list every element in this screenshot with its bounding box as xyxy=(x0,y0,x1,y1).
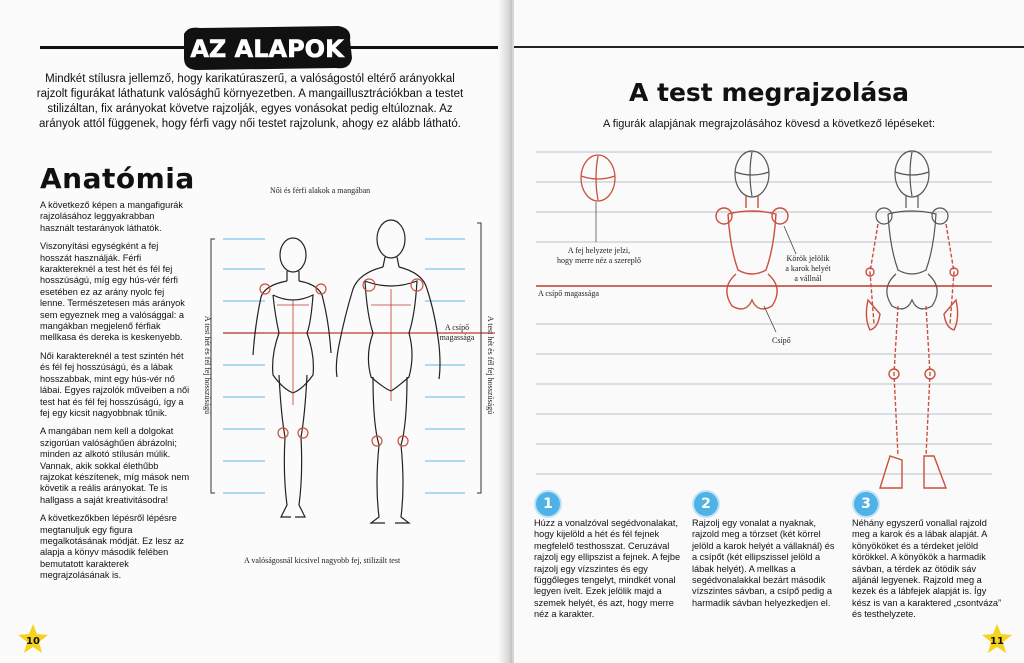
step-text: Húzz a vonalzóval segédvonalakat, hogy kijelöld a hét és fél fejnek megfelelő testhosszat. Ceruzával rajzolj egy ellipszist a fejnek. A fejbe rajzolj egy vízszintes és egy függőleges tengelyt, mindkét vonal legyen ívelt. Ezek jelölik majd a szemek helyét, és azt, hogy merre néz a karakter. xyxy=(534,518,681,620)
paragraph: A következőkben lépésről lépésre megtanuljuk egy figura megalkotásának módját. Ez lesz az alapja a könyv második felében bemutatott karakterek megrajzolásának is. xyxy=(40,513,185,581)
annotation-line: A fej helyzete jelzi, xyxy=(567,246,631,255)
step-text: Néhány egyszerű vonallal rajzold meg a karok és a lábak alapját. A könyököket és a térdeket jelöld körökkel. A könyökök a harmadik sávban, a térdek az ötödik sáv aljánál legyenek. Rajzold meg a kezek és a lábfejek alapját is. Így kész is van a karaktered „csontváza” és testhelyzete. xyxy=(852,518,1002,620)
left-page xyxy=(0,0,510,663)
hip-label-line: magassága xyxy=(439,333,475,342)
annotation-line: a karok helyét xyxy=(785,264,831,273)
annotation-line: hogy merre néz a szereplő xyxy=(557,256,641,265)
drawing-steps-figure xyxy=(514,138,1024,498)
step2-head xyxy=(735,151,769,197)
step2-torso xyxy=(716,196,788,309)
section-heading-anatomy: Anatómia xyxy=(40,162,195,195)
figure-caption-bottom: A valóságosnál kicsivel nagyobb fej, stilizált test xyxy=(244,556,401,565)
annotation-line: Körök jelölik xyxy=(786,254,830,263)
guide-lines xyxy=(223,239,465,493)
page-number: 11 xyxy=(990,636,1004,647)
right-page xyxy=(514,0,1024,663)
step-text: Rajzolj egy vonalat a nyaknak, rajzold meg a törzset (két körrel jelöld a karok helyét a vállaknál) és a csípőt (két ellipszissel jelöld a lábak helyét). A mellkas a segédvonalakkal bezárt második vízszintes sávban, a csípő pedig a harmadik sávban helyezkedjen el. xyxy=(692,518,835,608)
side-label-right: A test hét és fél fej hosszúságú xyxy=(486,315,495,415)
female-figure xyxy=(253,238,331,517)
page-number-badge xyxy=(18,624,48,654)
hip-label xyxy=(437,323,477,343)
step1-head xyxy=(581,155,615,201)
paragraph: Női karaktereknél a test szintén hét és fél fej hosszúságú, és a lábak hosszabbak, mint egy hús-vér nő lábai. Egyes rajzolók műveiben a női test hat és fél fej hosszúságú, így a fej egy kicsit nagyobbnak tűnik. xyxy=(40,350,190,418)
page-number-badge xyxy=(982,624,1012,654)
banner-title xyxy=(178,24,356,72)
intro-paragraph: Mindkét stílusra jellemző, hogy karikatúraszerű, a valóságostól eltérő arányokkal rajzolt figurákat láthatunk valósághű környezetben. A mangaillusztrációkban a testet stilizáltan, fix arányokat követve rajzolják, egyes vonásokat pedig eltúloznak. Az arányok attól függenek, hogy férfi vagy női testet rajzolunk, ahogy ez alább látható. xyxy=(36,73,464,130)
paragraph: Viszonyítási egységként a fej hosszát használják. Férfi karaktereknél a test hét és fél fej hosszúságú, míg egy hús-vér férfi esetében ez az arány nyolc fej lenne. Természetesen más arányok sem egyeznek meg a valósággal: a mangákban megjelenő férfiak mellkasa és dereka is keskenyebb. xyxy=(40,241,185,343)
paragraph: A következő képen a mangafigurák rajzolásához leggyakrabban használt testarányok láthatók. xyxy=(40,200,184,233)
step-2-text xyxy=(692,518,842,609)
step-2-badge: 2 xyxy=(694,492,718,516)
step-1-text xyxy=(534,518,684,621)
section-heading-drawing: A test megrajzolása xyxy=(628,78,910,107)
step3-head-torso xyxy=(876,151,948,309)
guide-lines xyxy=(536,152,992,474)
proportion-figure xyxy=(195,205,500,565)
step3-limbs xyxy=(866,224,958,488)
top-rule xyxy=(514,46,1024,48)
section-subtitle: A figurák alapjának megrajzolásához kövesd a következő lépéseket: xyxy=(602,118,936,130)
hip-label-line: A csípő xyxy=(444,323,470,332)
step-3-text xyxy=(852,518,1002,621)
annotation-head-position xyxy=(544,246,654,266)
annotation-hip: Csípő xyxy=(772,336,791,345)
paragraph: A mangában nem kell a dolgokat szigorúan valósághűen ábrázolni; minden az alkotó stílusán múlik. Vannak, akik sokkal élethűbb rajzokat készítenek, míg mások nem követik a reális arányokat. Te is hallgass a saját kreativitásodra! xyxy=(40,426,190,505)
step-3-badge: 3 xyxy=(854,492,878,516)
step-1-badge: 1 xyxy=(536,492,560,516)
male-figure xyxy=(336,220,440,523)
side-label-left: A test hét és fél fej hosszúságú xyxy=(203,315,212,415)
annotation-hip-height: A csípő magassága xyxy=(538,289,599,298)
anatomy-body xyxy=(40,200,190,589)
annotation-line: a vállnál xyxy=(794,274,822,283)
banner-title-text: AZ ALAPOK xyxy=(190,35,344,63)
figure-caption-top: Női és férfi alakok a mangában xyxy=(270,186,371,195)
page-number: 10 xyxy=(26,636,40,647)
annotation-joints xyxy=(768,254,848,284)
